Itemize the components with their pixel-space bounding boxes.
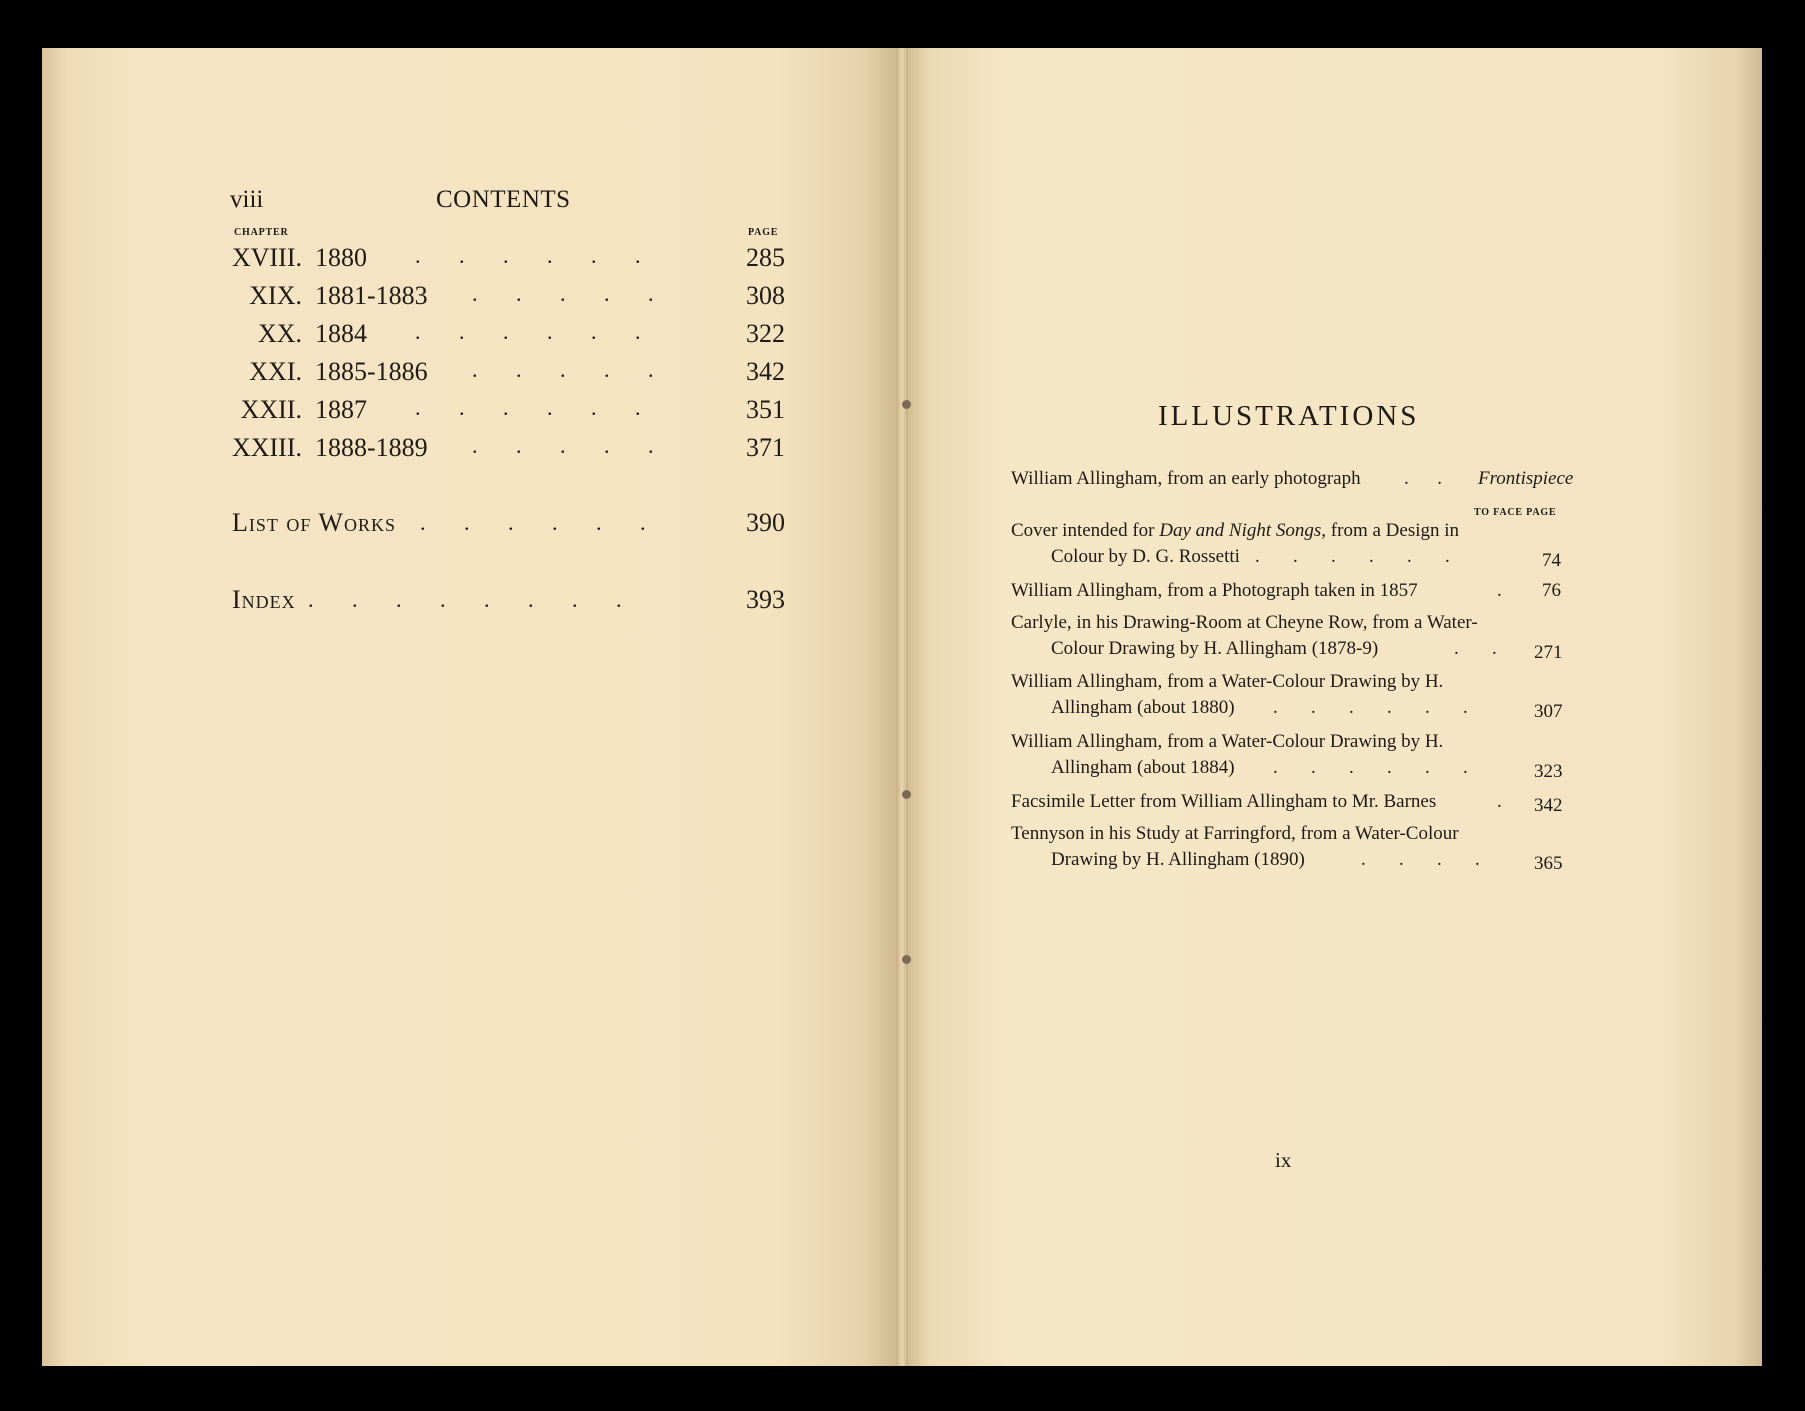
chapter-number: XXIII.: [231, 433, 302, 462]
chapter-page: 285: [746, 243, 785, 272]
leader-dots: . . . . . .: [415, 243, 641, 268]
leader-dots: . . . . . .: [415, 395, 641, 420]
chapter-title: 1885-1886: [315, 357, 428, 386]
chapter-title: 1881-1883: [315, 281, 428, 310]
illustration-page: 323: [1534, 761, 1563, 782]
binding-stitch: [902, 400, 911, 409]
illustrations-heading: ILLUSTRATIONS: [1158, 400, 1420, 432]
chapter-title: 1888-1889: [315, 433, 428, 462]
list-of-works-title: List of Works: [232, 508, 396, 537]
illustration-page: 365: [1534, 853, 1563, 874]
binding-stitch: [902, 790, 911, 799]
illustration-entry-line: Allingham (about 1880): [1051, 697, 1235, 718]
chapter-title: 1880: [315, 243, 367, 272]
leader-dots: .: [1497, 791, 1502, 812]
left-folio: viii: [230, 186, 264, 213]
illustration-entry-line: Tennyson in his Study at Farringford, from a Water-Colour: [1011, 823, 1459, 844]
illustration-entry-line: Cover intended for Day and Night Songs, from a Design in: [1011, 520, 1460, 541]
illustration-entry-line: Drawing by H. Allingham (1890): [1051, 849, 1305, 870]
illustration-entry-line: Colour Drawing by H. Allingham (1878-9): [1051, 638, 1379, 659]
illustration-entry-line: Colour by D. G. Rossetti: [1051, 546, 1240, 567]
illustration-page: 342: [1534, 795, 1563, 816]
index-page: 393: [746, 585, 785, 614]
illustration-entry-line: Allingham (about 1884): [1051, 757, 1235, 778]
chapter-page: 308: [746, 281, 785, 310]
leader-dots: . . . . . . . .: [308, 587, 622, 612]
chapter-number: XX.: [257, 319, 302, 348]
chapter-title: 1884: [315, 319, 367, 348]
chapter-number: XXI.: [249, 357, 302, 386]
illustration-entry-line: Facsimile Letter from William Allingham to Mr. Barnes: [1011, 791, 1437, 812]
to-face-page-label: TO FACE PAGE: [1474, 507, 1557, 518]
binding-stitch: [902, 955, 911, 964]
frontispiece-page: Frontispiece: [1478, 468, 1574, 489]
leader-dots: . . . . . .: [1273, 757, 1468, 778]
leader-dots: . . . .: [1361, 849, 1480, 870]
leader-dots: . . . . . .: [420, 510, 646, 535]
page-label: PAGE: [748, 227, 779, 238]
chapter-page: 371: [746, 433, 785, 462]
index-title: Index: [232, 585, 296, 614]
chapter-page: 351: [746, 395, 785, 424]
illustration-entry-line: William Allingham, from a Photograph taken in 1857: [1011, 580, 1418, 601]
chapter-number: XVIII.: [231, 243, 302, 272]
book-gutter: [896, 48, 908, 1366]
chapter-page: 342: [746, 357, 785, 386]
leader-dots: . . . . . .: [1255, 546, 1450, 567]
illustration-entry-line: William Allingham, from a Water-Colour Drawing by H.: [1011, 671, 1444, 692]
list-of-works-page: 390: [746, 508, 785, 537]
chapter-title: 1887: [315, 395, 367, 424]
illustration-page: 76: [1542, 580, 1561, 601]
chapter-number: XXII.: [240, 395, 302, 424]
leader-dots: .: [1497, 580, 1502, 601]
leader-dots: . . . . . .: [415, 319, 641, 344]
leader-dots: . . . . . .: [1273, 697, 1468, 718]
illustration-page: 74: [1542, 550, 1561, 571]
right-folio: ix: [1275, 1148, 1292, 1172]
chapter-number: XIX.: [249, 281, 302, 310]
illustration-page: 271: [1534, 642, 1563, 663]
leader-dots: . . . . .: [472, 357, 654, 382]
chapter-page: 322: [746, 319, 785, 348]
illustration-page: 307: [1534, 701, 1563, 722]
leader-dots: . .: [1454, 638, 1497, 659]
illustration-entry-line: William Allingham, from a Water-Colour Drawing by H.: [1011, 731, 1444, 752]
leader-dots: . . . . .: [472, 433, 654, 458]
contents-heading: CONTENTS: [436, 186, 571, 213]
frontispiece-text: William Allingham, from an early photograph: [1011, 468, 1361, 489]
leader-dots: . . . . .: [472, 281, 654, 306]
chapter-label: CHAPTER: [234, 227, 289, 238]
illustration-entry-line: Carlyle, in his Drawing-Room at Cheyne Row, from a Water-: [1011, 612, 1478, 633]
leader-dots: . .: [1404, 468, 1442, 489]
